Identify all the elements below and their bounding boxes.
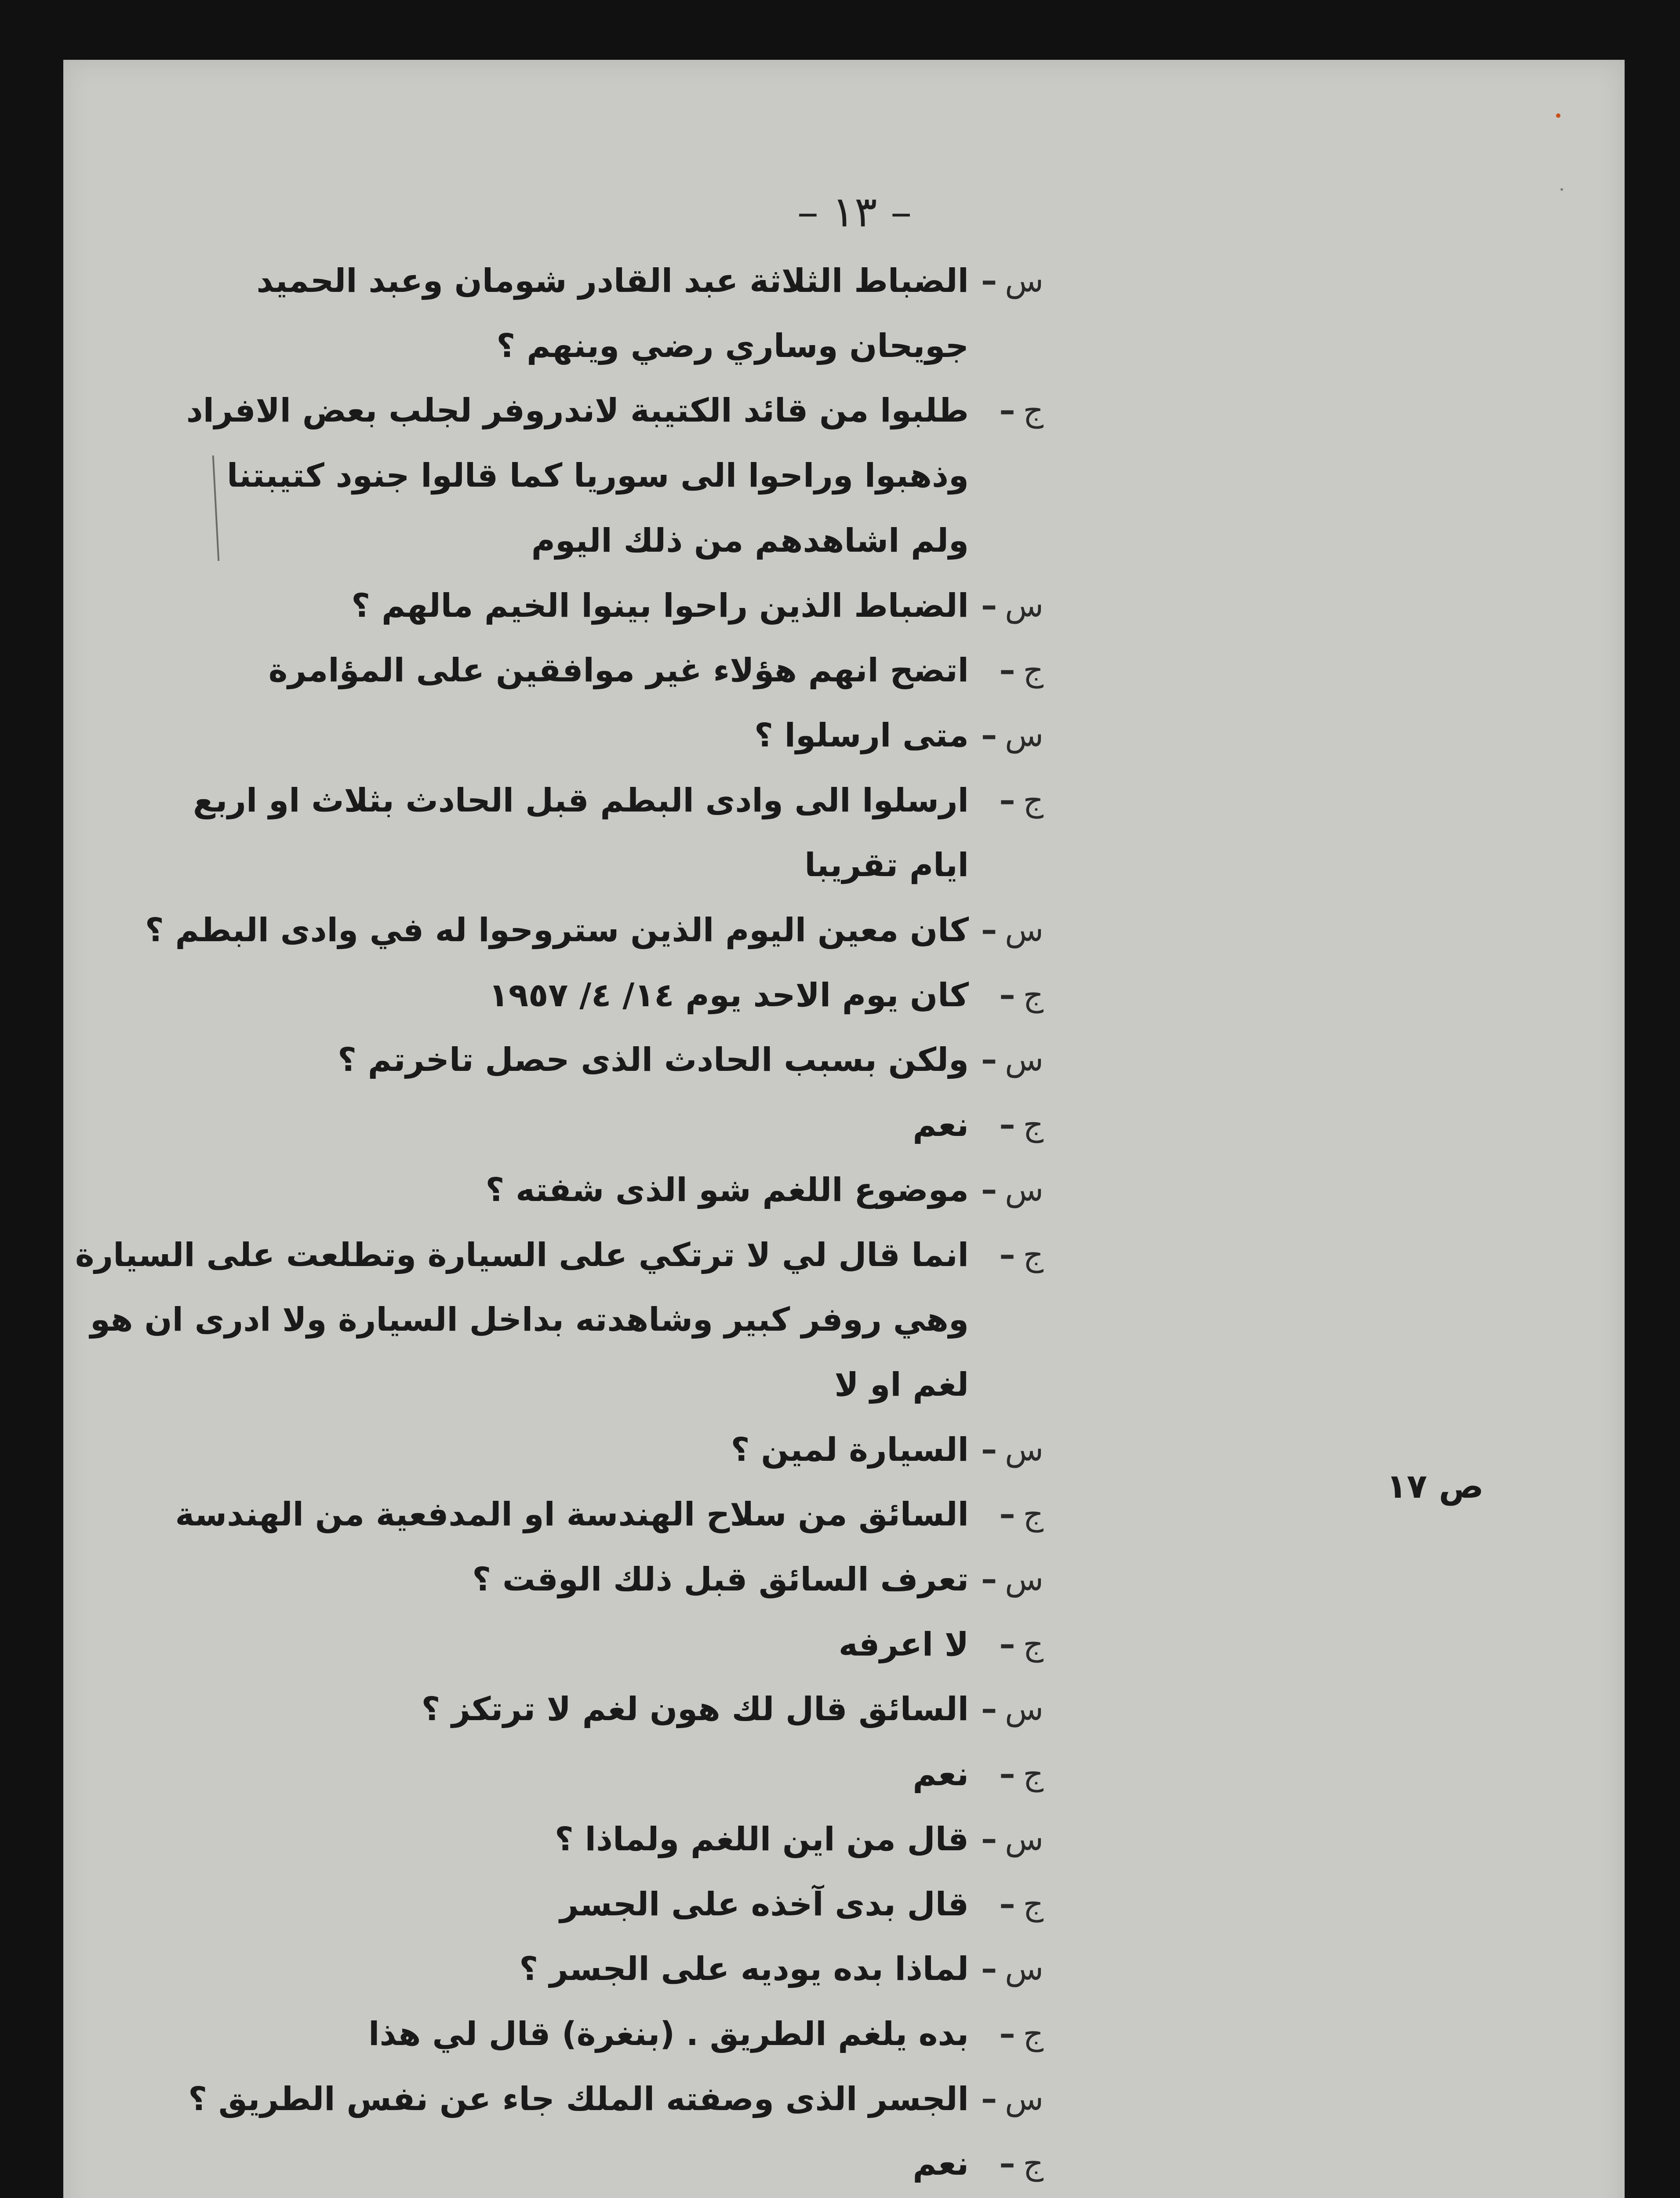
speaker-marker xyxy=(978,262,1044,299)
line-text: تعرف السائق قبل ذلك الوقت ؟ xyxy=(472,1561,969,1598)
transcript-line xyxy=(76,587,1044,644)
speaker-marker xyxy=(978,1755,1044,1792)
line-text: قال من اين اللغم ولماذا ؟ xyxy=(554,1820,969,1858)
transcript-line xyxy=(76,1171,1044,1228)
line-text: موضوع اللغم شو الذى شفته ؟ xyxy=(485,1171,969,1209)
speaker-marker xyxy=(978,846,1044,883)
speaker-dash: – xyxy=(981,1431,997,1468)
speaker-marker xyxy=(978,522,1044,559)
line-text: طلبوا من قائد الكتيبة لاندروفر لجلب بعض الافراد xyxy=(186,392,969,429)
speaker-dash: – xyxy=(999,782,1015,819)
line-text: السائق قال لك هون لغم لا ترتكز ؟ xyxy=(421,1690,969,1728)
speaker-marker xyxy=(978,976,1044,1013)
transcript-line xyxy=(76,1106,1044,1163)
speaker-marker xyxy=(978,1301,1044,1338)
transcript-line xyxy=(76,651,1044,709)
speaker-marker xyxy=(978,457,1044,494)
speaker-marker xyxy=(978,1690,1044,1727)
transcript-line xyxy=(76,262,1044,319)
line-text: الضباط الثلاثة عبد القادر شومان وعبد الحميد xyxy=(256,262,969,300)
paper-spot xyxy=(1556,113,1560,118)
speaker-marker xyxy=(978,717,1044,753)
speaker-dash: – xyxy=(981,587,997,624)
line-text: لا اعرفه xyxy=(838,1626,969,1663)
speaker-dash: – xyxy=(999,1106,1015,1143)
line-text: ولكن بسبب الحادث الذى حصل تاخرتم ؟ xyxy=(338,1041,969,1079)
speaker-marker xyxy=(978,1820,1044,1857)
speaker-dash: – xyxy=(981,717,997,753)
speaker-letter: ج xyxy=(1023,1755,1044,1792)
transcript-line xyxy=(76,1301,1044,1358)
speaker-marker xyxy=(978,2145,1044,2182)
transcript-line xyxy=(76,976,1044,1033)
speaker-marker xyxy=(978,1885,1044,1922)
transcript-line xyxy=(76,392,1044,449)
speaker-marker xyxy=(978,2015,1044,2052)
line-text: نعم xyxy=(913,1755,969,1793)
transcript-line xyxy=(76,1690,1044,1747)
speaker-letter: س xyxy=(1005,1041,1044,1078)
speaker-dash: – xyxy=(981,1950,997,1987)
speaker-marker xyxy=(978,587,1044,624)
speaker-letter: ج xyxy=(1023,782,1044,819)
speaker-letter: ج xyxy=(1023,2145,1044,2182)
speaker-marker xyxy=(978,782,1044,819)
transcript-line xyxy=(76,1950,1044,2007)
speaker-dash: – xyxy=(999,2145,1015,2182)
speaker-letter: س xyxy=(1005,1950,1044,1987)
speaker-marker xyxy=(978,2080,1044,2117)
line-text: ارسلوا الى وادى البطم قبل الحادث بثلاث او اربع xyxy=(193,782,969,819)
speaker-letter: ج xyxy=(1023,2015,1044,2052)
line-text: السيارة لمين ؟ xyxy=(731,1431,969,1469)
speaker-dash: – xyxy=(999,651,1015,688)
speaker-dash: – xyxy=(981,1561,997,1598)
speaker-marker xyxy=(978,1041,1044,1078)
speaker-letter: ج xyxy=(1023,976,1044,1013)
speaker-dash: – xyxy=(999,392,1015,429)
transcript-line xyxy=(76,1885,1044,1943)
speaker-marker xyxy=(978,1171,1044,1208)
speaker-dash: – xyxy=(999,976,1015,1013)
speaker-letter: ج xyxy=(1023,651,1044,688)
speaker-dash: – xyxy=(981,1820,997,1857)
speaker-letter: س xyxy=(1005,717,1044,753)
transcript-line xyxy=(76,1431,1044,1488)
speaker-dash: – xyxy=(999,1626,1015,1663)
speaker-letter: ج xyxy=(1023,392,1044,429)
speaker-marker xyxy=(978,1236,1044,1273)
speaker-letter: ج xyxy=(1023,1236,1044,1273)
line-text: ولم اشاهدهم من ذلك اليوم xyxy=(531,522,969,560)
line-text: قال بدى آخذه على الجسر xyxy=(560,1885,969,1923)
speaker-letter: س xyxy=(1005,1690,1044,1727)
document-page xyxy=(63,60,1625,2198)
speaker-letter: س xyxy=(1005,262,1044,299)
transcript-line xyxy=(76,1561,1044,1618)
transcript-line xyxy=(76,2145,1044,2198)
line-text: ايام تقريبا xyxy=(804,846,969,884)
transcript-line xyxy=(76,2015,1044,2072)
speaker-dash: – xyxy=(981,1690,997,1727)
transcript-line xyxy=(76,782,1044,839)
speaker-letter: س xyxy=(1005,1561,1044,1598)
speaker-letter: س xyxy=(1005,1431,1044,1468)
line-text: وهي روفر كبير وشاهدته بداخل السيارة ولا ادرى ان هو xyxy=(90,1301,969,1339)
speaker-marker xyxy=(978,651,1044,688)
line-text: لماذا بده يوديه على الجسر ؟ xyxy=(519,1950,969,1988)
line-text: لغم او لا xyxy=(834,1366,969,1404)
line-text: كان يوم الاحد يوم ١٤/ ٤/ ١٩٥٧ xyxy=(488,976,969,1014)
speaker-dash: – xyxy=(981,1041,997,1078)
speaker-letter: س xyxy=(1005,1820,1044,1857)
line-text: الضباط الذين راحوا بينوا الخيم مالهم ؟ xyxy=(351,587,969,625)
paper-spot xyxy=(1560,188,1563,191)
speaker-marker xyxy=(978,1950,1044,1987)
page-number: – ١٣ – xyxy=(797,187,912,237)
transcript-line xyxy=(76,327,1044,384)
line-text: نعم xyxy=(913,2145,969,2183)
speaker-dash: – xyxy=(999,1885,1015,1922)
line-text: متى ارسلوا ؟ xyxy=(754,717,969,754)
speaker-letter: س xyxy=(1005,2080,1044,2117)
speaker-letter: س xyxy=(1005,911,1044,948)
line-text: نعم xyxy=(913,1106,969,1144)
speaker-letter: ج xyxy=(1023,1626,1044,1663)
transcript-line xyxy=(76,457,1044,514)
speaker-dash: – xyxy=(981,262,997,299)
speaker-dash: – xyxy=(981,2080,997,2117)
line-text: جويحان وساري رضي وينهم ؟ xyxy=(496,327,969,365)
transcript-line xyxy=(76,1820,1044,1878)
margin-page-reference: ص ١٧ xyxy=(1386,1467,1484,1506)
speaker-dash: – xyxy=(999,1755,1015,1792)
transcript-line xyxy=(76,1626,1044,1683)
line-text: وذهبوا وراحوا الى سوريا كما قالوا جنود كتيبتنا xyxy=(227,457,969,495)
speaker-dash: – xyxy=(999,1496,1015,1532)
speaker-marker xyxy=(978,911,1044,948)
line-text: الجسر الذى وصفته الملك جاء عن نفس الطريق ؟ xyxy=(188,2080,969,2118)
transcript-line xyxy=(76,911,1044,968)
speaker-letter: س xyxy=(1005,587,1044,624)
transcript-line xyxy=(76,2080,1044,2137)
line-text: كان معين اليوم الذين ستروحوا له في وادى البطم ؟ xyxy=(145,911,969,949)
transcript-line xyxy=(76,717,1044,774)
transcript-line xyxy=(76,1366,1044,1423)
speaker-marker xyxy=(978,1561,1044,1598)
speaker-marker xyxy=(978,1496,1044,1532)
transcript-line xyxy=(76,846,1044,903)
line-text: بده يلغم الطريق . (بنغرة) قال لي هذا xyxy=(368,2015,969,2053)
speaker-letter: س xyxy=(1005,1171,1044,1208)
transcript-line xyxy=(76,522,1044,579)
speaker-dash: – xyxy=(981,1171,997,1208)
speaker-marker xyxy=(978,1106,1044,1143)
line-text: اتضح انهم هؤلاء غير موافقين على المؤامرة xyxy=(268,651,969,689)
transcript-line xyxy=(76,1236,1044,1293)
speaker-dash: – xyxy=(999,2015,1015,2052)
speaker-letter: ج xyxy=(1023,1496,1044,1532)
line-text: انما قال لي لا ترتكي على السيارة وتطلعت على السيارة xyxy=(75,1236,969,1274)
speaker-dash: – xyxy=(999,1236,1015,1273)
transcript-line xyxy=(76,1041,1044,1098)
speaker-marker xyxy=(978,1431,1044,1468)
transcript-line xyxy=(76,1496,1044,1553)
line-text: السائق من سلاح الهندسة او المدفعية من الهندسة xyxy=(175,1496,969,1533)
speaker-dash: – xyxy=(981,911,997,948)
speaker-marker xyxy=(978,327,1044,364)
speaker-marker xyxy=(978,392,1044,429)
speaker-marker xyxy=(978,1366,1044,1403)
transcript-line xyxy=(76,1755,1044,1812)
speaker-marker xyxy=(978,1626,1044,1663)
speaker-letter: ج xyxy=(1023,1885,1044,1922)
speaker-letter: ج xyxy=(1023,1106,1044,1143)
